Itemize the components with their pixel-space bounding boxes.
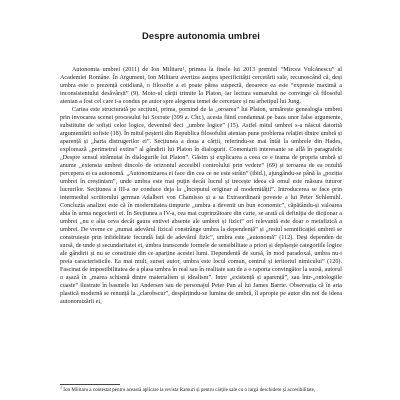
footnote-rule (60, 384, 120, 385)
footnote-text: Ion Militaru a contestat pentru această aplicare la revista Ramuri și pentru cărțile sale cu o largă deschidere și accesibilitate, (63, 387, 316, 393)
footnote (60, 384, 342, 393)
page-title: Despre autonomia umbrei (142, 30, 260, 41)
body-text (60, 67, 342, 307)
paragraph-1: Autonomia umbrei (2011) de Ion Militaru¹, primea la finele lui 2013 premiul “Mircea Vulcănescu” al Academiei Române. În Argument, Ion Militaru avertiza asupra specificității cercetării sale, recunoscând că, deși umbra este o prezență cotidiană, o filosofie a ei poate părea suspectă, deoarece ea este “expresie maximă a inconsistentului desăvârșit” (9). Moto-ul cărții trimite la Platon, iar lectura sumarului ne convinge că filosoful atenian a fost cel care i-a condus pe autor spre alegerea temei de cercetare și nu arhetipul lui Jung. (60, 67, 342, 105)
paragraph-2: Cartea este structurată pe secțiuni, prima, pornind de la „oroarea” lui Platon, urmărește genealogia umbrei prin invocarea scenei procesului lui Socrate (399 a. Chr.), acesta fiind condamnat pe baza unor false argumente, substituite de sofiști celor logice, devenind deci „umbre logice” (15). Astfel mitul umbrei s-a născut datorită argumentării sofiste (18). În mitul peșterii din Republica filosofului atenian pune problema relației dintre umbră și aparență și „harta distrugerilor ei”. Secțiunea a doua a cărții, referindu-se mai întâi la umbrele din Hades, explorează „perimetrul extins” al gândirii lui Platon în dialogurii. Comentarii interesante se află în paragrafele „Despre sensul strămutat în dialogurile lui Platon”. Găsim și explicarea a ceea ce e teama de propria umbră și anume „extensia umbrei dincolo de orizontul accesibil controlului prin vedere” (69) și teroarea de ea rezultă percepera ei ca autonomă. „Autonomizarea ei face din cea ce ne este strâin” (ibid.), ajungându-se până la „poziția umbrei în creștinism”, unde umbra este mai puțin decât lucrul și trecește ideea că omul este măsura tuturor lucrurilor. Secțiunea a III-a ne conduce deja la „Începutul originar al modernității”. Introducerea se face prin intermediul scriitorului german Adalbert von Chamisso și a sa Extraordinarã poveste a lui Peter Schlemihl. Concluzia analizei este că în modernitatea timpurie „umbra a devenit un bun economic”, căpătându-și valoarea abia în urma negocierii ei. În Secțiunea a IV-a, cea mai cuprinzătoare din carte, se arată că definiția de dicționar a umbrei „nu e alta ceva decât gaura entivei absente ale umbrei și fizici” ori relevantă este doar o metafizică a umbrei. De vreme ce „numai adevărul fizical constrânge umbra la dependență” și „restul semnificației umbrei se construiește prin infidelitate fecundă față de adevărul fizic”, umbra este „autonomă” (112). Deși dependen de sursă, de unde și secundaritatei ei, umbra transcende formele de sensibilitate a priori și depășește categoriile logice ale gândirii și nu se constituie din ce aparține acestei lumi. Dependentă de sursă, în mod paradoxal, umbra nu-i preia caracteristicile. Ea mai mult, sursei autor, umbra este locul comun, centrul și teritoriul nimicului” (120). Fascinat de impostibilitatea de a plasa umbra în real sau în realitate sau de a o raporta convingător la sursă, autorul o așază în „marea schismă dintre materialism și idealism”. Intre „existență și aparență”, sau într-„ontologiile cuaste” ilustrate în basmele lui Andersen sau de personajul Peter Pan al lui James Barrie. Observația că în arta plastică modernă se renunță la „clarobscur”, despărțindu-se lumina de umbră, îl apropie pe autor din noi de ideea autonomizării ei, (60, 106, 342, 305)
footnote-marker: 1 (60, 384, 62, 390)
